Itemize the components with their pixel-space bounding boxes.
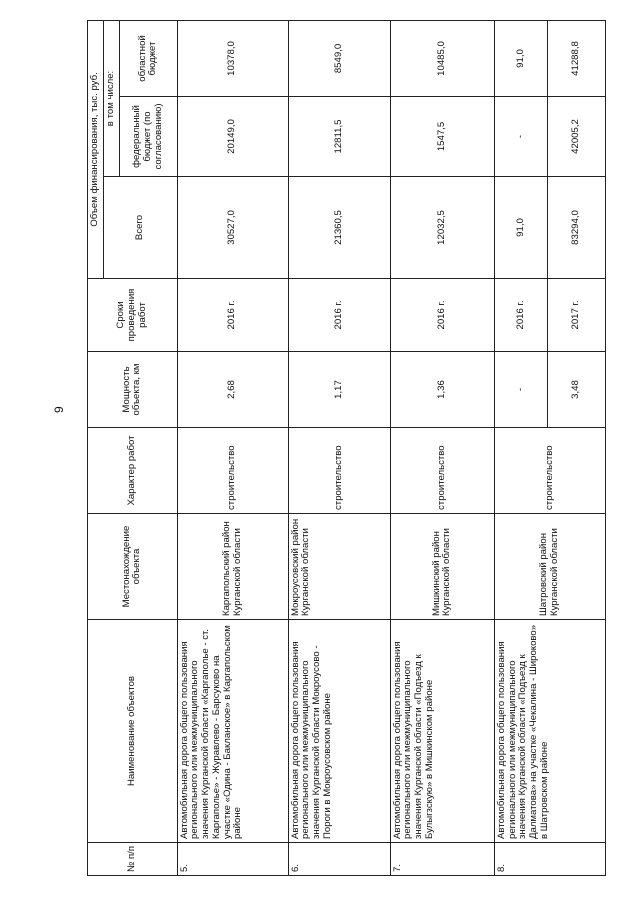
row-capacity: -	[495, 352, 548, 428]
objects-table	[87, 20, 606, 876]
row-regional: 10485,0	[390, 20, 494, 96]
header-including: в том числе:	[104, 20, 120, 176]
header-regional: областной бюджет	[119, 20, 177, 96]
row-federal: 42005,2	[548, 97, 606, 177]
header-location: Местонахождение объекта	[88, 514, 178, 620]
row-regional: 10378,0	[177, 20, 288, 96]
row-capacity: 2,68	[177, 352, 288, 428]
row-num: 7.	[390, 843, 494, 876]
row-work-type: строительство	[390, 428, 494, 514]
row-name: Автомобильная дорога общего пользования регионального или межмуниципального значения Курганской области Мокроусово - Пороги в Мокроусовском районе	[288, 620, 390, 843]
table-row	[390, 20, 494, 875]
row-period: 2016 г.	[495, 279, 548, 352]
header-capacity: Мощность объекта, км	[88, 352, 178, 428]
row-name: Автомобильная дорога общего пользования регионального или межмуниципального значения Курганской области «Подъезд к Далматова» на участке «Чекалина - Широково» в Шатровском районе	[495, 620, 606, 843]
header-num: № п/п	[88, 843, 178, 876]
header-total: Всего	[104, 177, 178, 279]
header-name: Наименование объектов	[88, 620, 178, 843]
row-federal: 20149,0	[177, 97, 288, 177]
row-period: 2016 г.	[177, 279, 288, 352]
row-regional: 91,0	[495, 20, 548, 96]
row-location: Шатровский район Курганской области	[495, 514, 606, 620]
row-capacity: 1,36	[390, 352, 494, 428]
table-row	[177, 20, 288, 875]
row-num: 5.	[177, 843, 288, 876]
header-federal: федеральный бюджет (по согласованию)	[119, 97, 177, 177]
header-period: Сроки проведения работ	[88, 279, 178, 352]
row-capacity: 1,17	[288, 352, 390, 428]
table-row	[288, 20, 390, 875]
row-location: Каргапольский район Курганской области	[177, 514, 288, 620]
row-num: 8.	[495, 843, 606, 876]
row-period: 2016 г.	[288, 279, 390, 352]
row-total: 21360,5	[288, 177, 390, 279]
row-federal: -	[495, 97, 548, 177]
row-work-type: строительство	[288, 428, 390, 514]
row-total: 12032,5	[390, 177, 494, 279]
row-capacity: 3,48	[548, 352, 606, 428]
header-funding: Объем финансирования, тыс. руб.	[88, 20, 104, 278]
page-number: 9	[52, 406, 66, 413]
row-name: Автомобильная дорога общего пользования регионального или межмуниципального значения Курганской области «Каргаполье - ст. Каргаполье» - Журавлево - Барсуково на участке «Одина - Бакланское» в Каргапольском районе	[177, 620, 288, 843]
header-work-type: Характер работ	[88, 428, 178, 514]
row-num: 6.	[288, 843, 390, 876]
rotated-table-container	[87, 21, 606, 876]
row-federal: 1547,5	[390, 97, 494, 177]
row-total: 91,0	[495, 177, 548, 279]
row-total: 83294,0	[548, 177, 606, 279]
row-name: Автомобильная дорога общего пользования регионального или межмуниципального значения Курганской области «Подъезд к Булыгзскую» в Мишкинском районе	[390, 620, 494, 843]
row-regional: 41288,8	[548, 20, 606, 96]
row-work-type: строительство	[177, 428, 288, 514]
row-regional: 8549,0	[288, 20, 390, 96]
row-location: Мишкинский район Курганской области	[390, 514, 494, 620]
table-row	[495, 20, 548, 875]
row-total: 30527,0	[177, 177, 288, 279]
row-work-type: строительство	[495, 428, 606, 514]
row-location: Мокроусовский район Курганской области	[288, 514, 390, 620]
row-period: 2017 г.	[548, 279, 606, 352]
row-period: 2016 г.	[390, 279, 494, 352]
row-federal: 12811,5	[288, 97, 390, 177]
